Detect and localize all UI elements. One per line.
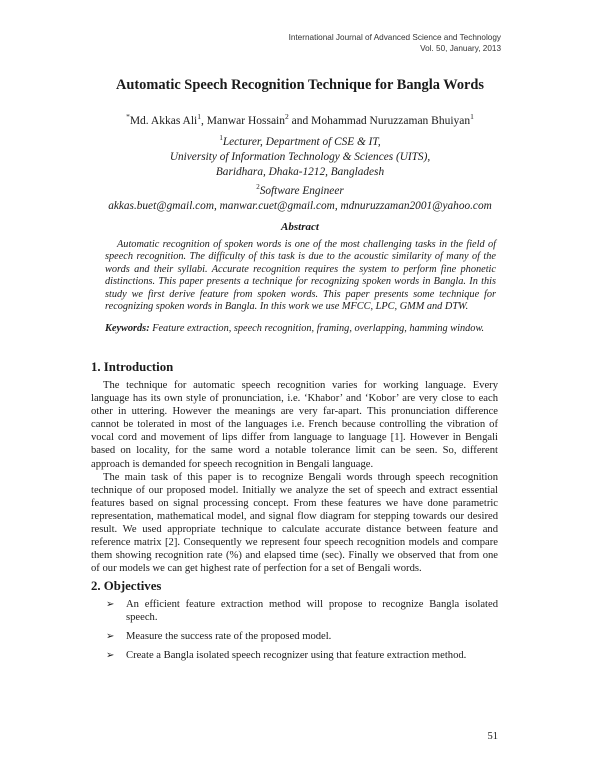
affil-text-1: Lecturer, Department of CSE & IT, — [222, 135, 381, 148]
author-1-affil: 1 — [197, 112, 201, 121]
journal-volume: Vol. 50, January, 2013 — [420, 43, 501, 53]
list-item-text: Measure the success rate of the proposed model. — [126, 631, 332, 642]
corresponding-marker: * — [126, 112, 130, 121]
affiliation-line-4 — [0, 180, 600, 199]
affiliation-line-3: Baridhara, Dhaka-1212, Bangladesh — [215, 166, 385, 179]
arrow-bullet-icon: ➢ — [106, 650, 115, 661]
keywords-text: Feature extraction, speech recognition, framing, overlapping, hamming window. — [149, 323, 485, 334]
paragraph: The main task of this paper is to recognize Bengali words through speech recognition technique of our proposed model. Initially we analyze the set of speech and extract essential features based on signal processing concept. From these features we have done parametric representation, mathematical model, and signal flow diagram for stepping towards our desired result. We used appropriate technique to calculate accurate distance between feature and reference matrix [2]. Consequently we represent four speech recognition models and compare them showing recognition rate (%) and elapsed time (sec). Finally we observed that from one of our models we can get highest rate of perfection for a set of Bengali words. — [91, 471, 498, 575]
author-separator: , — [201, 114, 207, 127]
abstract-heading: Abstract — [281, 221, 319, 233]
list-item-text: An efficient feature extraction method will propose to recognize Bangla isolated speech. — [126, 599, 498, 623]
arrow-bullet-icon: ➢ — [106, 631, 115, 642]
author-3-affil: 1 — [470, 112, 474, 121]
paragraph: The technique for automatic speech recognition varies for working language. Every language has its own style of pronunciation, i.e. ‘Khabor’ and ‘Kobor’ are very close to each other in uttering. However the meanings are very far-apart. This pronunciation difference cannot be tolerated in most of the languages i.e. French because controlling the vibration of vocal cord and movement of lips differ from language to language [1]. However in Bengali based on locality, for the same word a notable tolerance limit can be seen. So, different approach is demanded for speech recognition in Bengali language. — [91, 380, 498, 470]
author-2: Manwar Hossain — [206, 114, 285, 127]
list-item — [104, 630, 498, 643]
arrow-bullet-icon: ➢ — [106, 599, 115, 610]
running-header — [289, 33, 501, 54]
section-heading-objectives: 2. Objectives — [91, 579, 162, 593]
affiliation-line-1 — [0, 131, 600, 150]
introduction-body — [91, 379, 498, 575]
author-separator: and — [288, 114, 312, 127]
list-item-text: Create a Bangla isolated speech recognizer using that feature extraction method. — [126, 650, 467, 661]
author-emails: akkas.buet@gmail.com, manwar.cuet@gmail.com, mdnuruzzaman2001@yahoo.com — [108, 200, 492, 213]
list-item — [104, 598, 498, 624]
author-3: Mohammad Nuruzzaman Bhuiyan — [311, 114, 471, 127]
section-heading-introduction: 1. Introduction — [91, 360, 174, 374]
affil-marker-1: 1 — [219, 134, 223, 142]
objectives-list — [104, 598, 498, 668]
journal-name: International Journal of Advanced Science and Technology — [288, 33, 501, 42]
author-1: Md. Akkas Ali — [129, 114, 198, 127]
affiliation-line-2: University of Information Technology & Sciences (UITS), — [169, 150, 431, 163]
affiliations — [0, 131, 600, 215]
keywords — [105, 323, 496, 335]
author-2-affil: 2 — [285, 112, 289, 121]
page-number: 51 — [487, 731, 498, 742]
abstract-text: Automatic recognition of spoken words is one of the most challenging tasks in the field of speech recognition. The difficulty of this task is due to the acoustic similarity of many of the words and their syllabi. Accurate recognition requires the system to perform fine phonetic distinctions. This paper presents a technique for recognizing spoken words in Bangla. In this study we first derive feature from spoken words. This paper presents some technique for recognizing spoken words in Bangla. In this work we use MFCC, LPC, GMM and DTW. — [105, 239, 496, 313]
affil-text-4: Software Engineer — [259, 185, 344, 198]
paper-title: Automatic Speech Recognition Technique for Bangla Words — [115, 77, 485, 93]
keywords-label: Keywords: — [105, 323, 150, 334]
list-item — [104, 649, 498, 662]
affil-marker-2: 2 — [256, 183, 260, 192]
author-line — [0, 112, 600, 127]
